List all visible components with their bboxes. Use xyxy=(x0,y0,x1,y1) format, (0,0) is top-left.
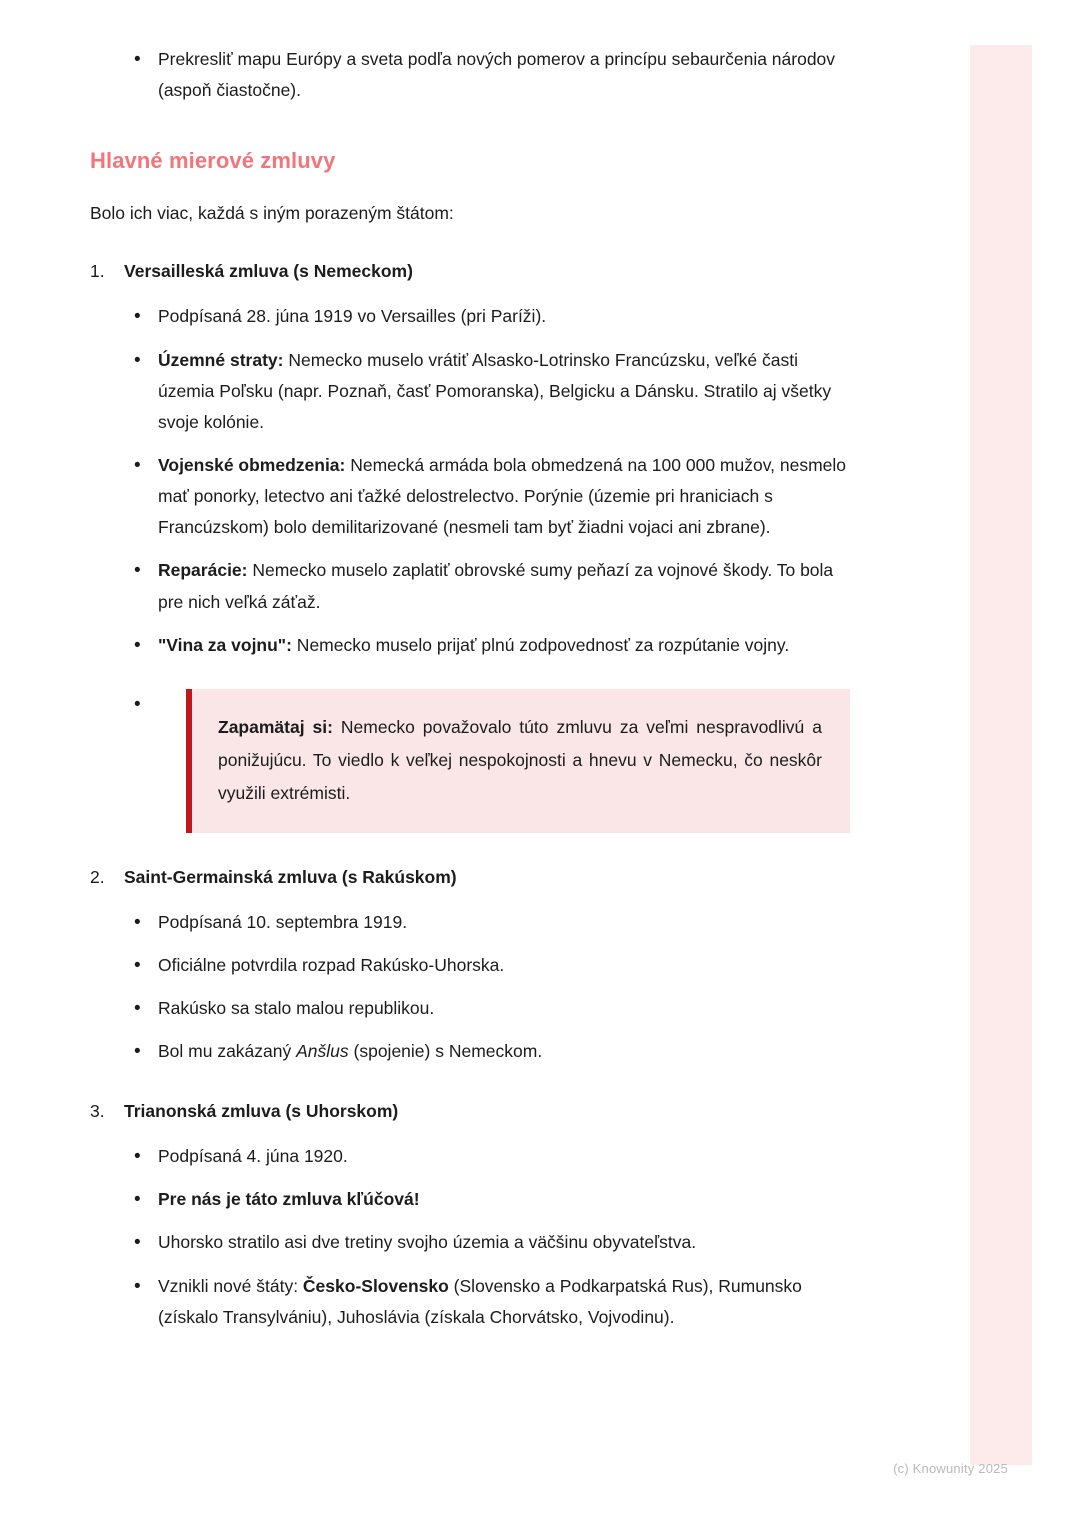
page-title: Hlavné mierové zmluvy xyxy=(90,148,336,174)
bullet-text: Podpísaná 10. septembra 1919. xyxy=(158,911,408,932)
watermark: (c) Knowunity 2025 xyxy=(893,1461,1008,1476)
bullet-text: Nemecko muselo vrátiť Alsasko-Lotrinsko Francúzsku, veľké časti územia Poľsku (napr. Poznaň, časť Pomoranska), Belgicku a Dánsku. Stratilo aj všetky svoje kolónie. xyxy=(158,349,832,432)
treaty-item-versailles xyxy=(90,257,850,832)
treaty-title: Trianonská zmluva (s Uhorskom) xyxy=(124,1101,399,1122)
bullet-text: Oficiálne potvrdila rozpad Rakúsko-Uhorska. xyxy=(158,954,505,975)
document-content xyxy=(90,44,850,1345)
treaty-item-saint-germain xyxy=(90,863,850,1068)
treaty-title: Versailleská zmluva (s Nemeckom) xyxy=(124,261,413,282)
bullet-lead: "Vina za vojnu": xyxy=(158,634,292,655)
bullet-text: Rakúsko sa stalo malou republikou. xyxy=(158,997,435,1018)
bullet-text-after: (Slovensko a Podkarpatská Rus), Rumunsko (získalo Transylvániu), Juhoslávia (získala Chorvátsko, Vojvodinu). xyxy=(158,1275,802,1327)
bullet-text: Uhorsko stratilo asi dve tretiny svojho územia a väčšinu obyvateľstva. xyxy=(158,1232,697,1253)
list-item xyxy=(124,950,850,981)
list-item xyxy=(124,1271,850,1333)
list-item xyxy=(124,993,850,1024)
list-item xyxy=(124,555,850,617)
bullet-text-after: (spojenie) s Nemeckom. xyxy=(348,1040,543,1061)
callout-list-item xyxy=(124,689,850,833)
page-edge-strip xyxy=(970,45,1032,1465)
treaty-bullet-list xyxy=(124,1141,850,1333)
bullet-bold-word: Česko-Slovensko xyxy=(302,1275,449,1296)
list-item xyxy=(124,630,850,661)
bullet-text: Podpísaná 28. júna 1919 vo Versailles (pri Paríži). xyxy=(158,306,547,327)
list-item xyxy=(124,1036,850,1067)
bullet-lead: Pre nás je táto zmluva kľúčová! xyxy=(158,1189,420,1210)
bullet-lead: Vojenské obmedzenia: xyxy=(158,454,346,475)
treaty-bullet-list xyxy=(124,907,850,1068)
callout-lead: Zapamätaj si: xyxy=(218,716,333,737)
list-item: • Prekresliť mapu Európy a sveta podľa nových pomerov a princípu sebaurčenia národov (aspoň čiastočne). xyxy=(90,44,850,106)
treaty-item-trianon xyxy=(90,1097,850,1333)
list-item xyxy=(124,1184,850,1215)
bullet-italic-word: Anšlus xyxy=(296,1040,349,1061)
bullet-text: Podpísaná 4. júna 1920. xyxy=(158,1146,348,1167)
bullet-text: Nemecko muselo zaplatiť obrovské sumy peňazí za vojnové škody. To bola pre nich veľká záťaž. xyxy=(158,560,834,612)
bullet-lead: Reparácie: xyxy=(158,560,248,581)
callout-text: Nemecko považovalo túto zmluvu za veľmi nespravodlivú a ponižujúcu. To viedlo k veľkej nespokojnosti a hnevu v Nemecku, čo neskôr využili extrémisti. xyxy=(218,716,822,804)
remember-callout xyxy=(186,689,850,833)
bullet-text: Nemecká armáda bola obmedzená na 100 000 mužov, nesmelo mať ponorky, letectvo ani ťažké delostrelectvo. Porýnie (územie pri hraniciach s Francúzskom) bolo demilitarizované (nesmeli tam byť žiadni vojaci ani zbrane). xyxy=(158,454,847,538)
section-lead-text: Bolo ich viac, každá s iným porazeným štátom: xyxy=(90,203,454,224)
list-item xyxy=(124,345,850,438)
bullet-text: Nemecko muselo prijať plnú zodpovednosť za rozpútanie vojny. xyxy=(291,634,790,655)
list-item xyxy=(124,1227,850,1258)
bullet-text-before: Bol mu zakázaný xyxy=(158,1040,297,1061)
bullet-text-before: Vznikli nové štáty: xyxy=(158,1275,303,1296)
treaty-bullet-list xyxy=(124,301,850,832)
treaty-list xyxy=(90,257,850,1332)
treaty-title: Saint-Germainská zmluva (s Rakúskom) xyxy=(124,866,457,887)
list-item xyxy=(124,907,850,938)
list-item xyxy=(124,450,850,543)
intro-bullet-list xyxy=(90,44,850,106)
bullet-lead: Územné straty: xyxy=(158,349,284,370)
list-item xyxy=(124,301,850,332)
list-item xyxy=(124,1141,850,1172)
